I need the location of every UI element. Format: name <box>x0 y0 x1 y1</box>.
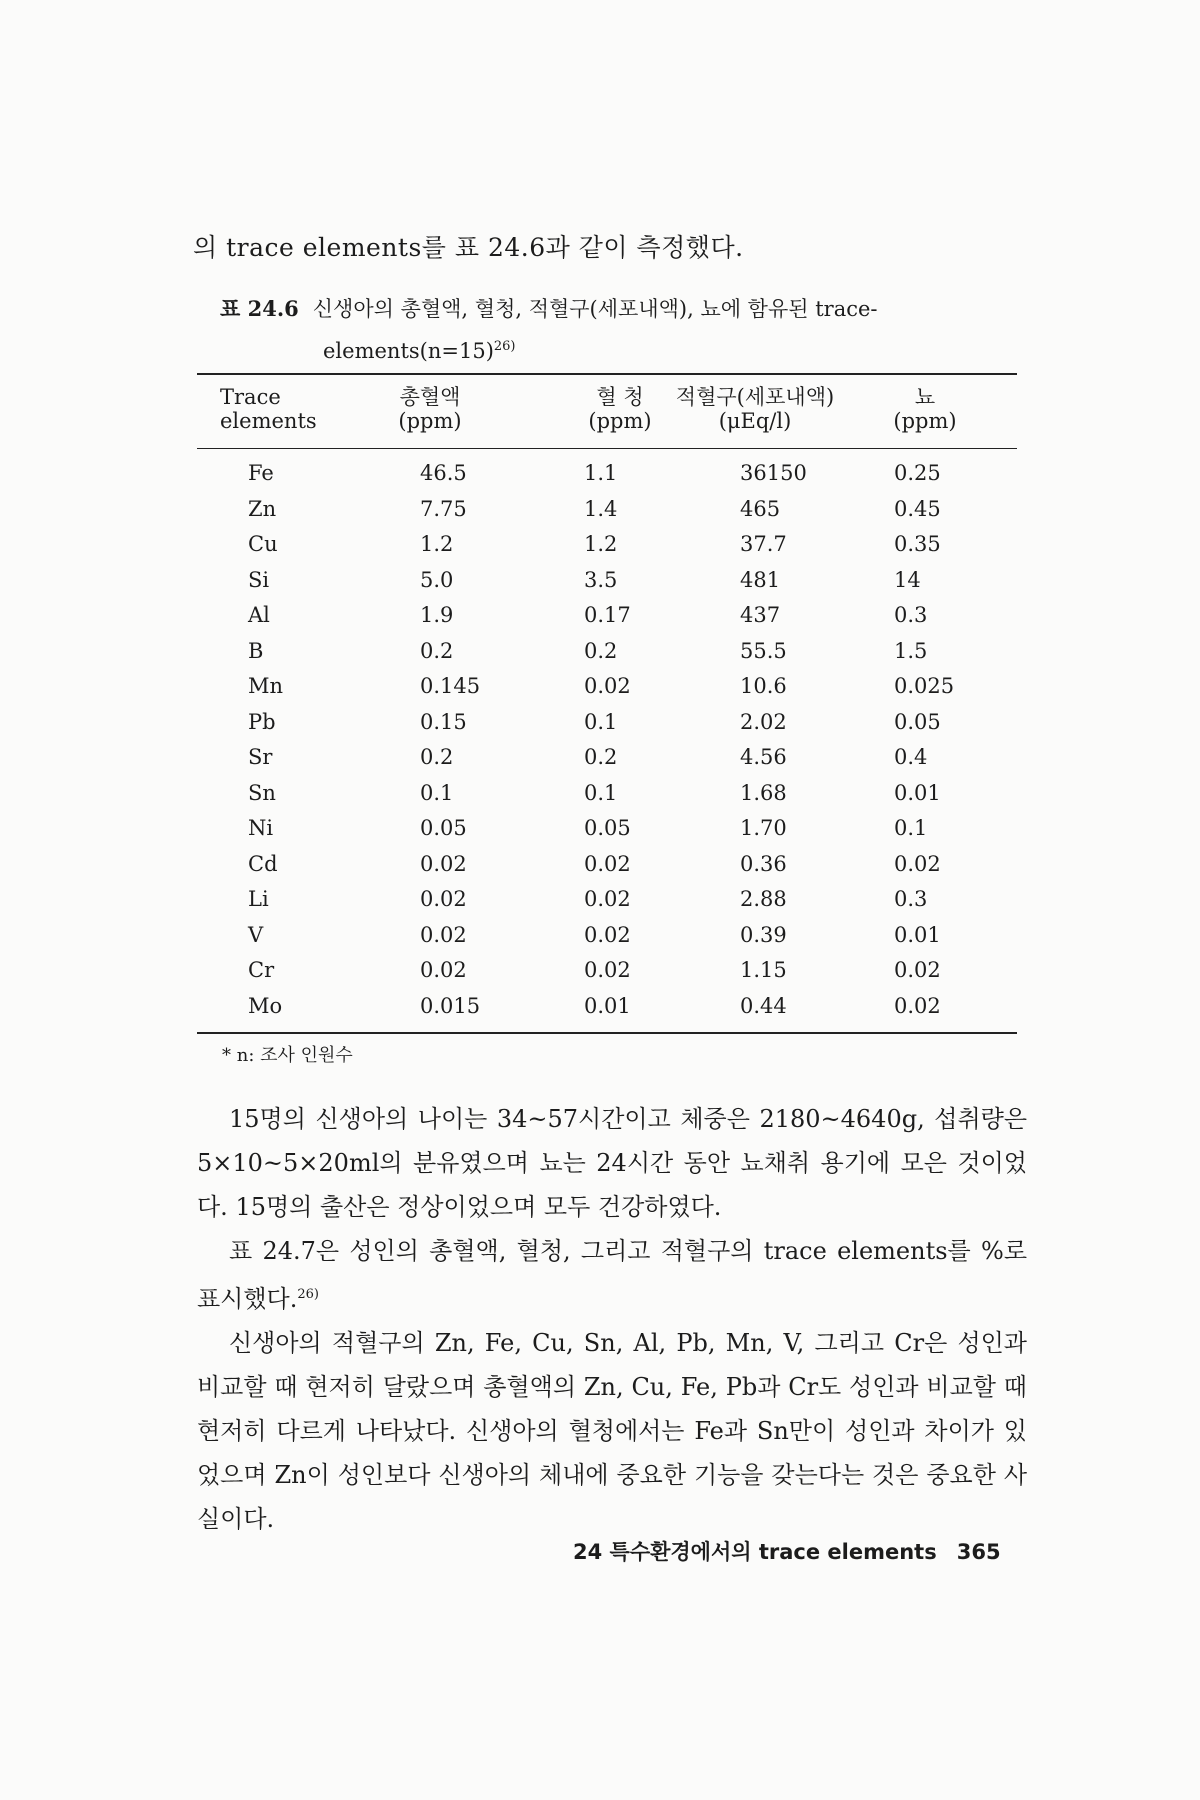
caption-text-cont: elements(n=15) <box>323 339 494 363</box>
table-row <box>0 993 1200 1029</box>
intro-line: 의 trace elements를 표 24.6과 같이 측정했다. <box>193 233 744 262</box>
table-cell: 0.02 <box>420 851 467 876</box>
table-row <box>0 815 1200 851</box>
table-top-rule <box>197 373 1017 375</box>
table-row <box>0 531 1200 567</box>
table-cell: Al <box>248 603 270 627</box>
table-cell: 437 <box>740 603 781 627</box>
table-cell: 4.56 <box>740 745 787 769</box>
page-number: 365 <box>956 1540 1001 1564</box>
table-cell: Li <box>248 887 269 911</box>
table-cell: 0.02 <box>420 958 467 982</box>
table-cell: 1.4 <box>584 496 618 521</box>
table-cell: 0.145 <box>420 674 481 698</box>
table-row <box>0 744 1200 780</box>
table-cell: 0.45 <box>894 496 941 521</box>
table-cell: 0.05 <box>894 709 941 734</box>
table-number: 표 24.6 <box>220 296 299 321</box>
table-cell: 1.5 <box>894 638 928 663</box>
table-cell: 0.4 <box>894 745 928 769</box>
table-cell: 0.02 <box>894 958 941 982</box>
table-cell: 37.7 <box>740 532 787 556</box>
table-cell: B <box>248 638 264 663</box>
table-row <box>0 709 1200 745</box>
table-cell: 1.9 <box>420 603 454 627</box>
table-cell: 481 <box>740 567 781 592</box>
table-cell: 14 <box>894 567 921 592</box>
table-cell: Cu <box>248 532 278 556</box>
table-cell: 46.5 <box>420 461 467 485</box>
header-erythrocyte: 적혈구(세포내액) (μEq/l) <box>675 385 835 433</box>
caption-text: 신생아의 총혈액, 혈청, 적혈구(세포내액), 뇨에 함유된 trace- <box>312 297 878 321</box>
table-cell: Si <box>248 567 270 592</box>
table-row <box>0 460 1200 496</box>
table-cell: Ni <box>248 816 274 840</box>
table-row <box>0 567 1200 603</box>
table-row <box>0 638 1200 674</box>
table-cell: 55.5 <box>740 638 787 663</box>
table-row <box>0 602 1200 638</box>
table-cell: 0.1 <box>420 780 454 805</box>
table-cell: 0.05 <box>420 816 467 840</box>
table-cell: 0.2 <box>584 745 618 769</box>
table-cell: 0.02 <box>584 922 631 947</box>
table-row <box>0 496 1200 532</box>
table-cell: 0.05 <box>584 816 631 840</box>
table-footnote: * n: 조사 인원수 <box>222 1045 353 1066</box>
table-cell: 0.01 <box>894 780 941 805</box>
caption-ref: 26) <box>493 339 516 354</box>
table-cell: 0.015 <box>420 993 481 1018</box>
table-cell: 0.1 <box>894 816 928 840</box>
table-row <box>0 886 1200 922</box>
table-cell: Sr <box>248 745 273 769</box>
table-cell: 36150 <box>740 461 807 485</box>
table-bottom-rule <box>197 1032 1017 1034</box>
table-cell: V <box>248 922 264 947</box>
paragraph-3: 신생아의 적혈구의 Zn, Fe, Cu, Sn, Al, Pb, Mn, V, 그리고 Cr은 성인과 비교할 때 현저히 달랐으며 총혈액의 Zn, Cu, Fe, Pb과 Cr도 성인과 비교할 때 현저히 다르게 나타났다. 신생아의 혈청에서는 Fe과 Sn만이 성인과 차이가 있었으며 Zn이 성인보다 신생아의 체내에 중요한 기능을 갖는다는 것은 중요한 사실이다. <box>197 1329 1027 1533</box>
table-cell: Mo <box>248 993 283 1018</box>
table-cell: 0.2 <box>420 745 454 769</box>
table-cell: Mn <box>248 674 284 698</box>
table-cell: 0.02 <box>584 851 631 876</box>
table-cell: 0.02 <box>584 674 631 698</box>
table-caption <box>220 290 1020 370</box>
header-urine: 뇨 (ppm) <box>893 385 957 433</box>
table-cell: 2.02 <box>740 709 787 734</box>
table-cell: 0.2 <box>420 638 454 663</box>
table-cell: 0.01 <box>584 993 631 1018</box>
table-header-rule <box>197 448 1017 449</box>
table-cell: 0.02 <box>420 922 467 947</box>
table-cell: 0.3 <box>894 603 928 627</box>
table-cell: 0.36 <box>740 851 787 876</box>
table-cell: 1.2 <box>584 532 618 556</box>
table-cell: 0.44 <box>740 993 787 1018</box>
table-cell: Sn <box>248 780 276 805</box>
table-cell: 5.0 <box>420 567 454 592</box>
table-cell: Pb <box>248 709 276 734</box>
page-footer <box>573 1536 1001 1566</box>
table-cell: Cd <box>248 851 278 876</box>
header-serum: 혈 청 (ppm) <box>588 385 652 433</box>
table-cell: Fe <box>248 461 274 485</box>
paragraph-1: 15명의 신생아의 나이는 34~57시간이고 체중은 2180~4640g, 섭취량은 5×10~5×20ml의 분유였으며 뇨는 24시간 동안 뇨채취 용기에 모은 것이었다. 15명의 출산은 정상이었으며 모두 건강하였다. <box>197 1105 1027 1221</box>
table-row <box>0 922 1200 958</box>
table-cell: 0.35 <box>894 532 941 556</box>
table-cell: 0.02 <box>584 887 631 911</box>
table-body <box>0 460 1200 1028</box>
table-row <box>0 780 1200 816</box>
table-cell: 0.01 <box>894 922 941 947</box>
table-cell: 1.2 <box>420 532 454 556</box>
table-cell: 0.17 <box>584 603 631 627</box>
table-cell: 1.70 <box>740 816 787 840</box>
table-cell: 0.1 <box>584 709 618 734</box>
table-row <box>0 957 1200 993</box>
table-cell: 0.02 <box>894 993 941 1018</box>
table-cell: 0.25 <box>894 461 941 485</box>
table-cell: 1.68 <box>740 780 787 805</box>
table-row <box>0 673 1200 709</box>
table-cell: 3.5 <box>584 567 618 592</box>
table-cell: 0.1 <box>584 780 618 805</box>
table-cell: Cr <box>248 958 275 982</box>
running-title: 24 특수환경에서의 trace elements <box>573 1540 937 1564</box>
table-cell: 10.6 <box>740 674 787 698</box>
table-cell: 0.2 <box>584 638 618 663</box>
table-cell: 7.75 <box>420 496 467 521</box>
table-cell: 465 <box>740 496 781 521</box>
header-trace-elements: Trace elements <box>220 385 317 433</box>
table-cell: 0.39 <box>740 922 787 947</box>
body-text <box>197 1097 1027 1541</box>
paragraph-2: 표 24.7은 성인의 총혈액, 혈청, 그리고 적혈구의 trace elements를 %로 표시했다.$^{26)}$ <box>197 1237 1027 1313</box>
table-cell: 1.1 <box>584 461 618 485</box>
table-cell: 0.02 <box>894 851 941 876</box>
table-cell: Zn <box>248 496 277 521</box>
table-cell: 2.88 <box>740 887 787 911</box>
table-cell: 0.025 <box>894 674 955 698</box>
table-cell: 0.15 <box>420 709 467 734</box>
table-cell: 1.15 <box>740 958 787 982</box>
table-cell: 0.3 <box>894 887 928 911</box>
table-cell: 0.02 <box>420 887 467 911</box>
paragraph-2-ref: 26) <box>297 1287 319 1302</box>
table-cell: 0.02 <box>584 958 631 982</box>
header-whole-blood: 총혈액 (ppm) <box>398 385 462 433</box>
table-row <box>0 851 1200 887</box>
